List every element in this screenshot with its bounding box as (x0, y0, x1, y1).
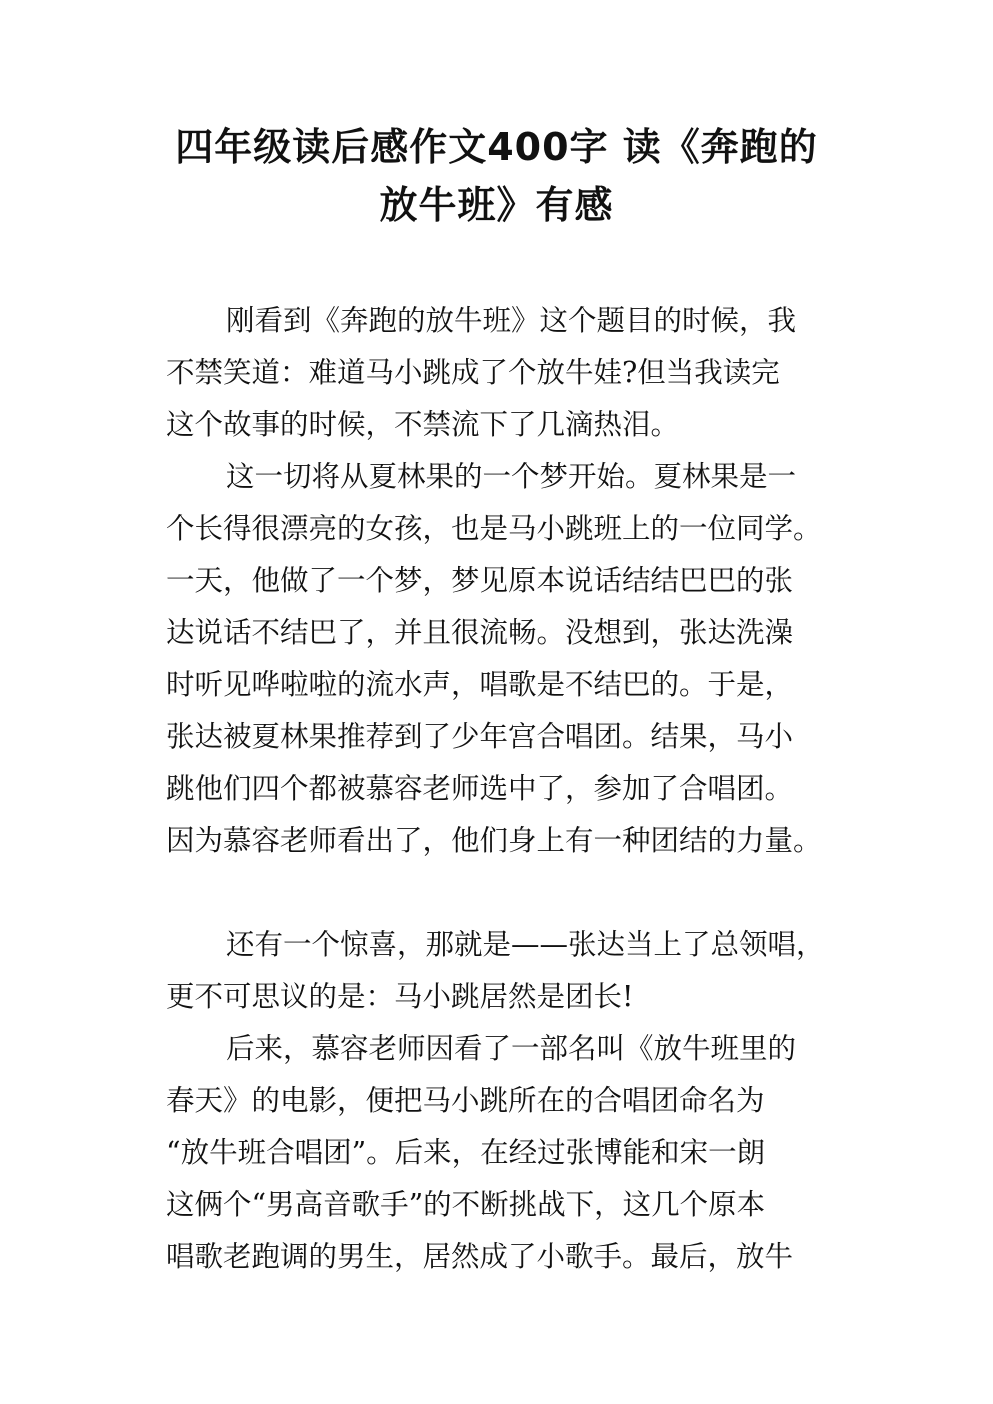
body-line-16: “放牛班合唱团”。后来，在经过张博能和宋一朗 (166, 1136, 766, 1169)
body-line-13: 更不可思议的是：马小跳居然是团长! (166, 980, 634, 1013)
body-line-6: 一天，他做了一个梦，梦见原本说话结结巴巴的张 (166, 564, 794, 597)
body-line-5: 个长得很漂亮的女孩，也是马小跳班上的一位同学。 (166, 512, 822, 545)
body-line-3: 这个故事的时候，不禁流下了几滴热泪。 (166, 408, 680, 441)
body-line-18: 唱歌老跑调的男生，居然成了小歌手。最后，放牛 (166, 1240, 794, 1273)
body-line-1: 刚看到《奔跑的放牛班》这个题目的时候，我 (226, 304, 797, 337)
body-line-7: 达说话不结巴了，并且很流畅。没想到，张达洗澡 (166, 616, 794, 649)
body-line-9: 张达被夏林果推荐到了少年宫合唱团。结果，马小 (166, 720, 794, 753)
body-line-11: 因为慕容老师看出了，他们身上有一种团结的力量。 (166, 824, 822, 857)
body-line-15: 春天》的电影，便把马小跳所在的合唱团命名为 (166, 1084, 765, 1117)
title-line-2: 放牛班》有感 (379, 183, 614, 227)
body-line-2: 不禁笑道：难道马小跳成了个放牛娃?但当我读完 (166, 356, 780, 389)
body-line-12: 还有一个惊喜，那就是——张达当上了总领唱， (226, 928, 825, 961)
body-line-8: 时听见哗啦啦的流水声，唱歌是不结巴的。于是， (166, 668, 794, 701)
document-title (120, 118, 873, 234)
body-line-4: 这一切将从夏林果的一个梦开始。夏林果是一 (226, 460, 797, 493)
title-line-1: 四年级读后感作文400字 读《奔跑的 (175, 125, 818, 169)
body-line-14: 后来，慕容老师因看了一部名叫《放牛班里的 (226, 1032, 797, 1065)
body-line-17: 这俩个“男高音歌手”的不断挑战下，这几个原本 (166, 1188, 766, 1221)
body-line-10: 跳他们四个都被慕容老师选中了，参加了合唱团。 (166, 772, 794, 805)
